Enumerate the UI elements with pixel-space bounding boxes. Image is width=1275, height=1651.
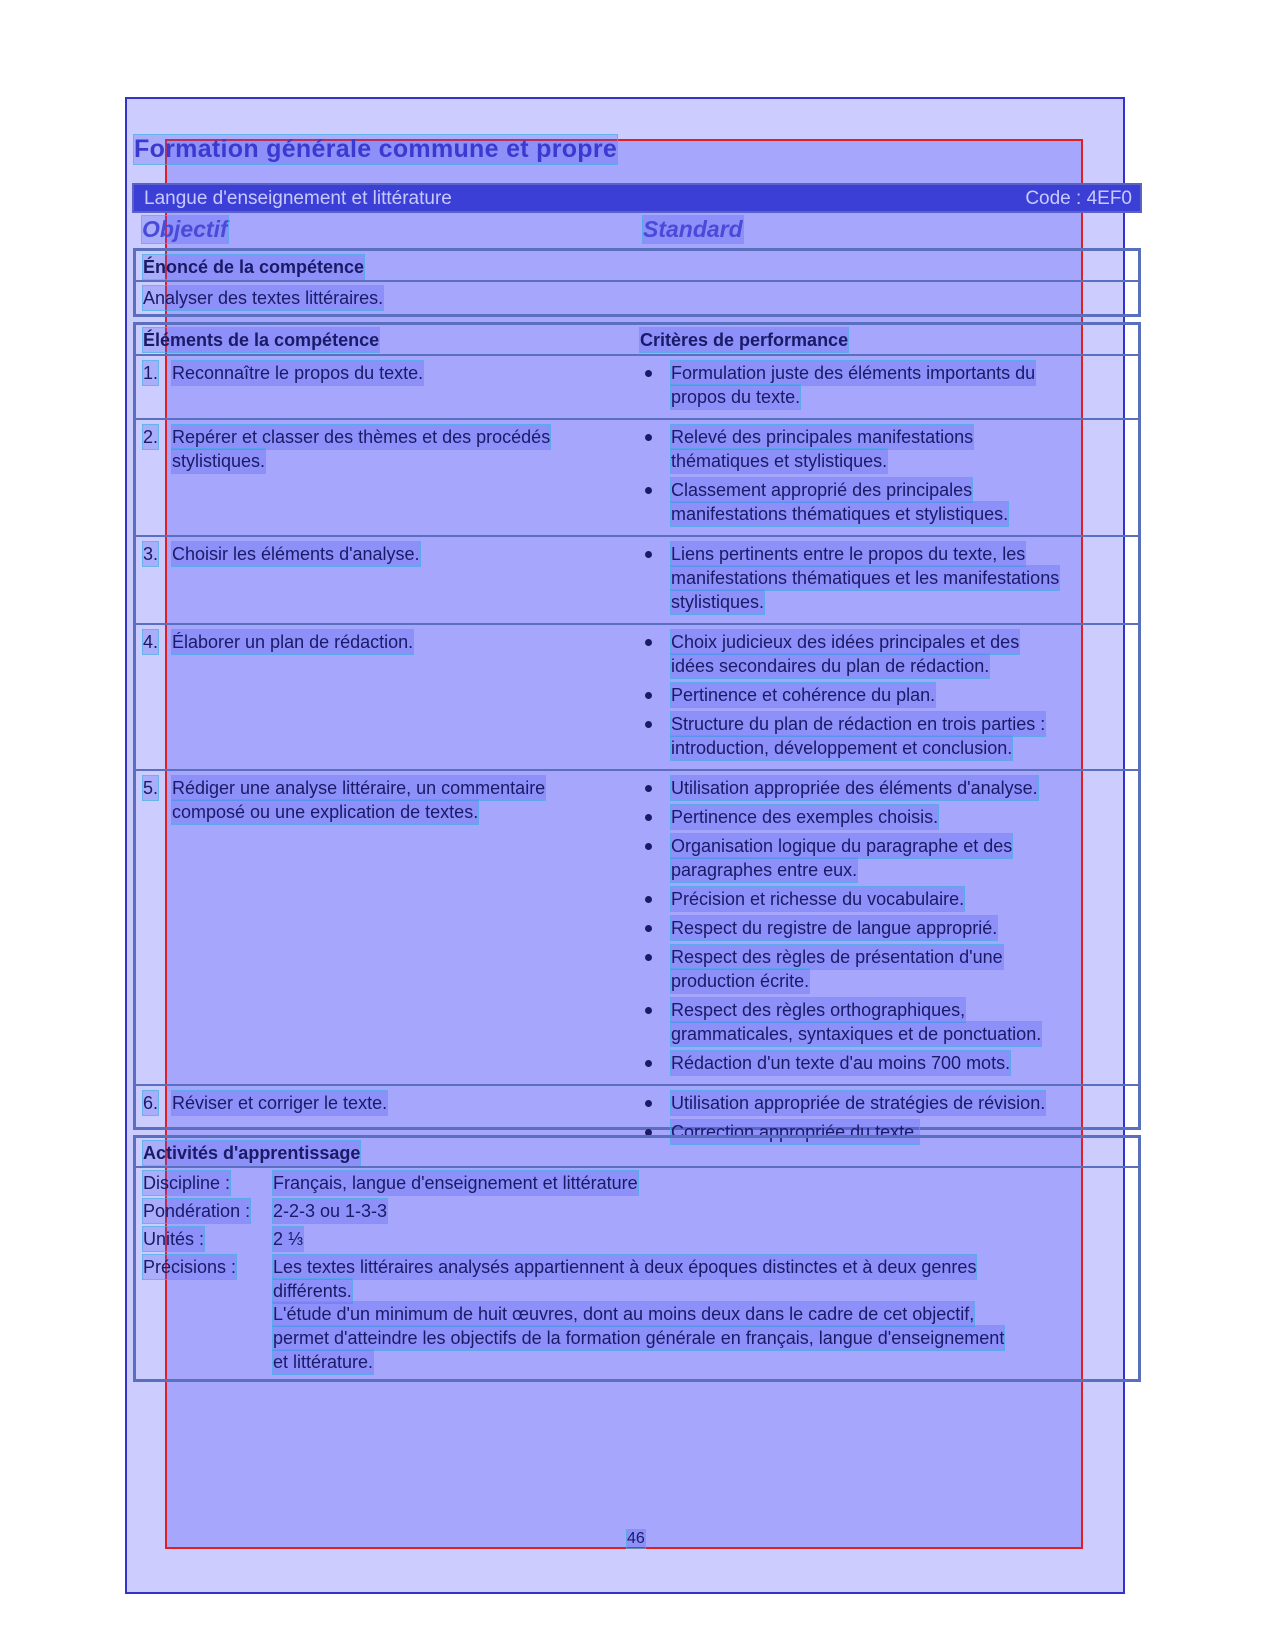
- ponderation-label: Pondération :: [143, 1201, 251, 1221]
- bullet-icon: [645, 954, 652, 961]
- standard-heading: Standard: [643, 216, 743, 242]
- row-divider: [133, 623, 1141, 625]
- bullet-icon: [645, 370, 652, 377]
- criterion-text: Rédaction d'un texte d'au moins 700 mots.: [671, 1053, 1011, 1073]
- criterion-text: Précision et richesse du vocabulaire.: [671, 889, 965, 909]
- criterion-text: Choix judicieux des idées principales et des: [671, 632, 1020, 652]
- bullet-icon: [645, 721, 652, 728]
- criterion-text: thématiques et stylistiques.: [671, 451, 888, 471]
- criterion-text: Utilisation appropriée de stratégies de révision.: [671, 1093, 1046, 1113]
- criterion-text: Structure du plan de rédaction en trois parties :: [671, 714, 1046, 734]
- criterion-text: propos du texte.: [671, 387, 801, 407]
- precisions-line: Les textes littéraires analysés appartiennent à deux époques distinctes et à deux genres: [273, 1257, 977, 1277]
- element-text: stylistiques.: [172, 451, 266, 471]
- criterion-text: stylistiques.: [671, 592, 765, 612]
- criterion-text: manifestations thématiques et les manifestations: [671, 568, 1060, 588]
- criterion-text: Formulation juste des éléments importants du: [671, 363, 1036, 383]
- course-code: Code : 4EF0: [1025, 188, 1132, 209]
- criterion-text: Relevé des principales manifestations: [671, 427, 974, 447]
- elements-heading: Éléments de la compétence: [143, 330, 380, 350]
- unites-label: Unités :: [143, 1229, 205, 1249]
- element-text: composé ou une explication de textes.: [172, 802, 479, 822]
- enonce-divider: [133, 280, 1141, 282]
- discipline-label: Discipline :: [143, 1173, 231, 1193]
- element-text: Réviser et corriger le texte.: [172, 1093, 388, 1113]
- element-number: 5.: [143, 778, 159, 798]
- precisions-line: différents.: [273, 1281, 352, 1301]
- criterion-text: Liens pertinents entre le propos du texte, les: [671, 544, 1026, 564]
- criterion-text: Correction appropriée du texte.: [671, 1122, 920, 1142]
- criterion-text: Classement approprié des principales: [671, 480, 973, 500]
- element-text: Repérer et classer des thèmes et des procédés: [172, 427, 551, 447]
- criterion-text: paragraphes entre eux.: [671, 860, 858, 880]
- row-divider: [133, 354, 1141, 356]
- bullet-icon: [645, 692, 652, 699]
- enonce-text: Analyser des textes littéraires.: [143, 288, 384, 308]
- row-divider: [133, 535, 1141, 537]
- bullet-icon: [645, 1100, 652, 1107]
- criterion-text: introduction, développement et conclusion.: [671, 738, 1013, 758]
- criterion-text: Pertinence des exemples choisis.: [671, 807, 939, 827]
- criterion-text: idées secondaires du plan de rédaction.: [671, 656, 990, 676]
- activites-heading: Activités d'apprentissage: [143, 1143, 361, 1163]
- precisions-line: L'étude d'un minimum de huit œuvres, dont au moins deux dans le cadre de cet objectif,: [273, 1304, 975, 1324]
- criterion-text: Organisation logique du paragraphe et des: [671, 836, 1013, 856]
- bullet-icon: [645, 1060, 652, 1067]
- bullet-icon: [645, 843, 652, 850]
- precisions-line: permet d'atteindre les objectifs de la formation générale en français, langue d'enseignement: [273, 1328, 1005, 1348]
- bullet-icon: [645, 639, 652, 646]
- enonce-heading: Énoncé de la compétence: [143, 257, 365, 277]
- criterion-text: Respect des règles orthographiques,: [671, 1000, 966, 1020]
- bullet-icon: [645, 785, 652, 792]
- criterion-text: manifestations thématiques et stylistiques.: [671, 504, 1009, 524]
- unites-value: 2 ⅓: [273, 1229, 304, 1249]
- element-number: 2.: [143, 427, 159, 447]
- ponderation-value: 2-2-3 ou 1-3-3: [273, 1201, 388, 1221]
- element-number: 3.: [143, 544, 159, 564]
- page-number: 46: [627, 1530, 645, 1547]
- criterion-text: Respect du registre de langue approprié.: [671, 918, 998, 938]
- row-divider: [133, 418, 1141, 420]
- bullet-icon: [645, 1007, 652, 1014]
- element-number: 6.: [143, 1093, 159, 1113]
- bullet-icon: [645, 487, 652, 494]
- bullet-icon: [645, 551, 652, 558]
- row-divider: [133, 769, 1141, 771]
- criterion-text: grammaticales, syntaxiques et de ponctuation.: [671, 1024, 1042, 1044]
- discipline-value: Français, langue d'enseignement et littérature: [273, 1173, 638, 1193]
- element-text: Reconnaître le propos du texte.: [172, 363, 424, 383]
- bullet-icon: [645, 814, 652, 821]
- criterion-text: production écrite.: [671, 971, 810, 991]
- element-text: Choisir les éléments d'analyse.: [172, 544, 420, 564]
- precisions-label: Précisions :: [143, 1257, 237, 1277]
- criterion-text: Pertinence et cohérence du plan.: [671, 685, 936, 705]
- criteres-heading: Critères de performance: [640, 330, 849, 350]
- element-number: 4.: [143, 632, 159, 652]
- row-divider: [133, 1084, 1141, 1086]
- activites-divider: [133, 1166, 1141, 1168]
- bullet-icon: [645, 434, 652, 441]
- element-number: 1.: [143, 363, 159, 383]
- element-text: Rédiger une analyse littéraire, un commentaire: [172, 778, 546, 798]
- bullet-icon: [645, 896, 652, 903]
- criterion-text: Utilisation appropriée des éléments d'analyse.: [671, 778, 1038, 798]
- bullet-icon: [645, 925, 652, 932]
- criterion-text: Respect des règles de présentation d'une: [671, 947, 1003, 967]
- element-text: Élaborer un plan de rédaction.: [172, 632, 414, 652]
- precisions-line: et littérature.: [273, 1352, 374, 1372]
- subject-label: Langue d'enseignement et littérature: [144, 188, 452, 209]
- objectif-heading: Objectif: [142, 216, 228, 242]
- page-title: Formation générale commune et propre: [134, 135, 618, 163]
- subject-header-bar: [132, 183, 1142, 213]
